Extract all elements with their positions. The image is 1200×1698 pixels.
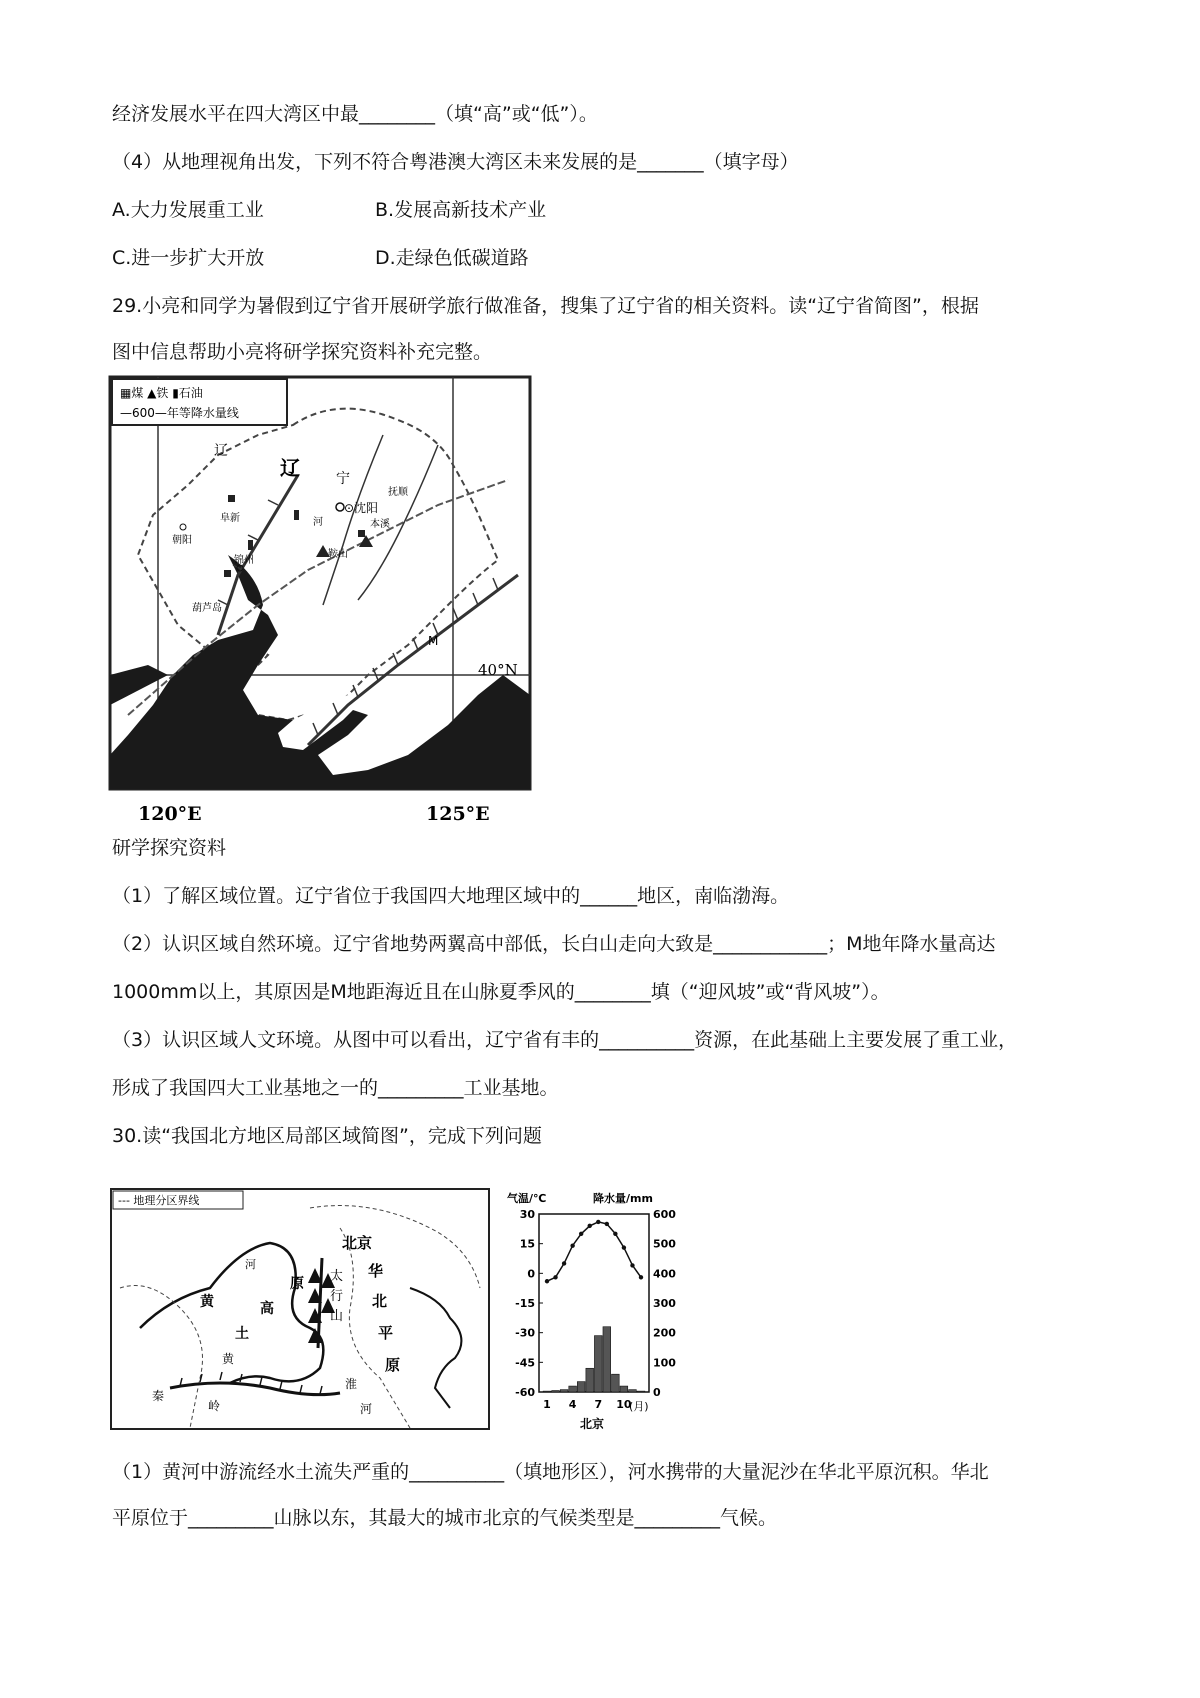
chart-temp-point <box>588 1224 592 1228</box>
map2-label-huang2: 黄 <box>222 1352 235 1366</box>
chart-temp-point <box>630 1263 634 1267</box>
chart-precip-bar <box>577 1382 585 1392</box>
chart-temp-point <box>596 1220 600 1224</box>
chart-precip-bar <box>586 1368 594 1392</box>
map2-label-gao: 高 <box>260 1301 274 1317</box>
map2-label-yuan2: 原 <box>385 1356 401 1374</box>
chart-plot-area <box>539 1214 649 1392</box>
north-china-map <box>110 1188 490 1433</box>
map2-label-tai: 太 <box>330 1269 344 1284</box>
chart-x-tick-label: 1 <box>543 1398 551 1411</box>
chart-precip-bar <box>603 1327 611 1392</box>
question-30-1-cont: 平原位于_________山脉以东，其最大的城市北京的气候类型是_________气候。 <box>112 1507 778 1529</box>
label-m: M <box>428 634 439 648</box>
chart-left-tick-label: 15 <box>519 1237 535 1251</box>
map2-label-beijing: 北京 <box>342 1234 373 1252</box>
chart-temp-point <box>562 1261 566 1265</box>
map2-label-hang: 行 <box>330 1289 344 1304</box>
question-29-2-cont: 1000mm以上，其原因是M地距海近且在山脉夏季风的________填（“迎风坡”或“背风坡”）。 <box>112 981 890 1003</box>
label-fuxin: 阜新 <box>220 513 240 524</box>
lon-120-label: 120°E <box>138 803 202 825</box>
option-b: B.发展高新技术产业 <box>375 199 547 221</box>
chart-right-ticks <box>653 1208 676 1399</box>
chart-x-tick-label: 4 <box>568 1398 577 1411</box>
map2-label-yuan: 原 <box>290 1276 304 1292</box>
chart-precip-axis-title: 降水量/mm <box>593 1192 653 1205</box>
legend-isohyet: —600—年等降水量线 <box>120 406 239 420</box>
label-jinzhou: 锦州 <box>234 555 254 566</box>
chart-x-unit: (月) <box>629 1400 649 1413</box>
chart-precip-bar <box>594 1336 602 1392</box>
label-sheng: 省 <box>318 636 338 660</box>
chart-temp-point <box>553 1275 557 1279</box>
chart-temp-point <box>613 1232 617 1236</box>
question-29-3: （3）认识区域人文环境。从图中可以看出，辽宁省有丰的__________资源，在此基础上主要发展了重工业， <box>112 1029 1018 1051</box>
question-30-stem: 30.读“我国北方地区局部区域简图”，完成下列问题 <box>112 1125 542 1147</box>
label-chaoyang: 朝阳 <box>172 535 192 546</box>
question-29-stem-cont: 图中信息帮助小亮将研学探究资料补充完整。 <box>112 341 493 363</box>
chart-title: 北京 <box>580 1417 605 1431</box>
chart-temp-point <box>622 1245 626 1249</box>
label-anshan: 鞍山 <box>328 549 348 560</box>
chart-precip-bar <box>629 1390 637 1392</box>
chart-x-ticks <box>543 1398 632 1411</box>
option-d: D.走绿色低碳道路 <box>375 247 529 269</box>
chart-precip-bar <box>543 1391 551 1392</box>
label-liao-1: 辽 <box>214 443 228 459</box>
map2-label-ling: 岭 <box>208 1399 221 1413</box>
chart-precip-bar <box>620 1386 628 1392</box>
legend-resources: ▦煤 ▲铁 ▮石油 <box>120 386 203 400</box>
text-line-1: 经济发展水平在四大湾区中最________（填“高”或“低”）。 <box>112 103 598 125</box>
option-a: A.大力发展重工业 <box>112 199 264 221</box>
coal-icon <box>358 530 365 537</box>
chart-precip-bar <box>612 1374 620 1392</box>
chart-precip-bar <box>637 1391 645 1392</box>
question-30-1: （1）黄河中游流经水土流失严重的__________（填地形区），河水携带的大量泥沙在华北平原沉积。华北 <box>112 1461 989 1483</box>
map2-label-bei: 北 <box>372 1292 388 1310</box>
chart-left-tick-label: -15 <box>515 1297 535 1310</box>
oil-icon <box>248 540 253 550</box>
map2-label-qin: 秦 <box>152 1389 165 1403</box>
chart-left-tick-label: -60 <box>515 1386 535 1399</box>
chart-temp-point <box>579 1232 583 1236</box>
lon-125-label: 125°E <box>426 803 490 825</box>
question-29-1: （1）了解区域位置。辽宁省位于我国四大地理区域中的______地区，南临渤海。 <box>112 885 790 907</box>
chart-left-tick-label: 0 <box>527 1267 535 1281</box>
chart-right-tick-label: 300 <box>653 1297 676 1310</box>
map2-legend: --- 地理分区界线 <box>118 1194 200 1207</box>
chart-right-tick-label: 0 <box>653 1386 661 1399</box>
map2-label-huai: 淮 <box>345 1377 358 1391</box>
question-29-3-cont: 形成了我国四大工业基地之一的_________工业基地。 <box>112 1077 559 1099</box>
chart-right-tick-label: 400 <box>653 1267 676 1281</box>
chart-temp-axis-title: 气温/℃ <box>507 1192 547 1205</box>
map2-label-huang: 黄 <box>200 1294 214 1310</box>
chart-x-tick-label: 10 <box>616 1398 632 1411</box>
lat-label: 40°N <box>478 661 518 679</box>
coal-icon <box>228 495 235 502</box>
label-shenyang: ⊙沈阳 <box>344 501 379 515</box>
chart-temp-point <box>605 1222 609 1226</box>
oil-icon <box>294 510 299 520</box>
chart-right-tick-label: 600 <box>653 1208 676 1221</box>
question-29-stem: 29.小亮和同学为暑假到辽宁省开展研学旅行做准备，搜集了辽宁省的相关资料。读“辽宁省简图”，根据 <box>112 295 979 317</box>
question-28-4: （4）从地理视角出发，下列不符合粤港澳大湾区未来发展的是_______（填字母） <box>112 151 799 173</box>
label-fushun: 抚顺 <box>388 487 408 498</box>
label-he: 河 <box>313 517 323 528</box>
chart-temp-point <box>639 1275 643 1279</box>
chart-left-tick-label: -30 <box>515 1326 535 1340</box>
chart-temp-points <box>545 1220 643 1284</box>
research-heading: 研学探究资料 <box>112 837 227 859</box>
map2-label-he: 河 <box>245 1258 256 1271</box>
chart-right-tick-label: 200 <box>653 1326 676 1340</box>
map2-label-ping: 平 <box>378 1324 394 1342</box>
chart-precip-bar <box>560 1390 568 1392</box>
chart-temp-point <box>570 1243 574 1247</box>
question-29-2: （2）认识区域自然环境。辽宁省地势两翼高中部低，长白山走向大致是____________；M地年降水量高达 <box>112 933 996 955</box>
label-benxi: 本溪 <box>370 519 390 530</box>
chart-x-tick-label: 7 <box>594 1398 603 1411</box>
label-huludao: 葫芦岛 <box>192 603 222 614</box>
chart-temp-point <box>545 1279 549 1283</box>
chart-precip-bar <box>569 1386 577 1392</box>
coal-icon <box>224 570 231 577</box>
label-ning: 宁 <box>336 471 350 487</box>
chart-left-tick-label: -45 <box>515 1356 535 1370</box>
chart-bars <box>543 1327 645 1392</box>
map2-label-shan: 山 <box>330 1309 344 1324</box>
chart-left-tick-label: 30 <box>519 1208 535 1221</box>
map2-label-he2: 河 <box>360 1402 373 1416</box>
chart-right-tick-label: 500 <box>653 1237 676 1251</box>
beijing-climate-chart <box>505 1188 695 1433</box>
option-c: C.进一步扩大开放 <box>112 247 265 269</box>
chart-right-tick-label: 100 <box>653 1356 676 1370</box>
chart-precip-bar <box>552 1391 560 1392</box>
map2-label-hua: 华 <box>368 1262 384 1280</box>
chart-temp-line <box>547 1222 641 1281</box>
label-liao-2: 辽 <box>280 456 300 480</box>
map2-label-tu: 土 <box>235 1326 249 1342</box>
liaoning-map <box>108 375 548 835</box>
